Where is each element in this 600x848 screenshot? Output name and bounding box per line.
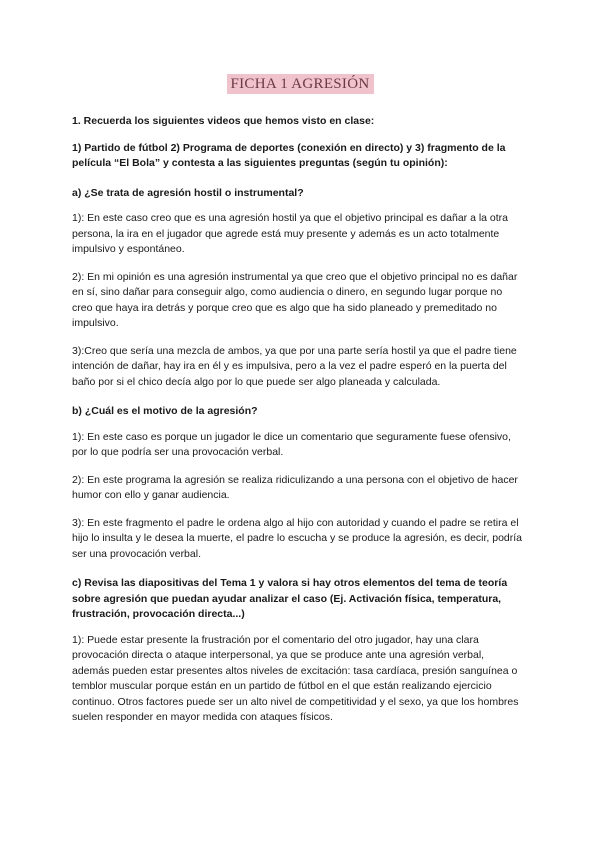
title-container — [0, 74, 600, 94]
question-b: b) ¿Cuál es el motivo de la agresión? — [72, 405, 258, 417]
question-c: c) Revisa las diapositivas del Tema 1 y valora si hay otros elementos del tema de teoría sobre agresión que puedan ayudar analizar el caso (Ej. Activación física, temperatura, frustración, provocación directa...) — [72, 577, 508, 620]
answer-b-3: 3): En este fragmento el padre le ordena algo al hijo con autoridad y cuando el padre se retira el hijo lo insulta y le desea la muerte, el padre lo escucha y se produce la agresión, es decir, podría ser una provocación verbal. — [72, 516, 523, 560]
intro-heading: 1. Recuerda los siguientes videos que hemos visto en clase: — [72, 115, 375, 127]
videos-instruction: 1) Partido de fútbol 2) Programa de deportes (conexión en directo) y 3) fragmento de la película “El Bola” y contesta a las siguientes preguntas (según tu opinión): — [72, 141, 506, 169]
answer-a-3: 3):Creo que sería una mezcla de ambos, ya que por una parte sería hostil ya que el padre tiene intención de dañar, hay ira en él y es impulsiva, pero a la vez el padre esperó en la puerta del baño por si el chico decía algo por lo que puede ser algo planeada y calculada. — [72, 344, 517, 388]
question-a: a) ¿Se trata de agresión hostil o instrumental? — [72, 186, 304, 199]
answer-c-1: 1): Puede estar presente la frustración por el comentario del otro jugador, hay una clara provocación directa o ataque interpersonal, ya que se produce ante una agresión verbal, además pueden estar presentes altos niveles de excitación: tasa cardíaca, presión sanguínea o temblor muscular porque están en un partido de fútbol en el que están realizando ejercicio continuo. Otros factores puede ser un alto nivel de competitividad y el sexo, ya que los hombres suelen responder en mayor medida con ataques físicos. — [72, 633, 519, 723]
answer-b-1: 1): En este caso es porque un jugador le dice un comentario que seguramente fuese ofensivo, por lo que podría ser una provocación verbal. — [72, 430, 511, 458]
answer-a-2: 2): En mi opinión es una agresión instrumental ya que creo que el objetivo principal no es dañar en sí, sino dañar para conseguir algo, como audiencia o dinero, en segundo lugar porque no creo que haya ira detrás y porque creo que es algo que ha sido planeado y premeditado no impulsivo. — [72, 270, 518, 329]
page-title: FICHA 1 AGRESIÓN — [227, 74, 374, 94]
answer-b-2: 2): En este programa la agresión se realiza ridiculizando a una persona con el objetivo de hacer humor con ello y ganar audiencia. — [72, 473, 518, 501]
answer-a-1: 1): En este caso creo que es una agresión hostil ya que el objetivo principal es dañar a la otra persona, la ira en el jugador que agrede está muy presente y además es un acto totalmente impulsivo y espontáneo. — [72, 212, 509, 255]
document-body — [72, 114, 524, 726]
